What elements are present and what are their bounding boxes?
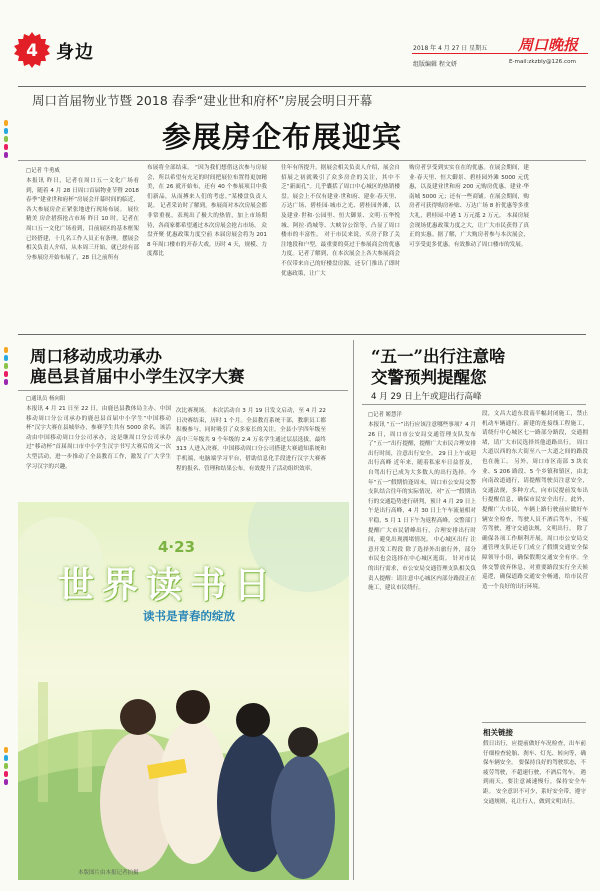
section-title: 身边 [56,42,94,63]
article1-column-2: 布展将全部结束。 “因为我们想借这次参与房展会，所以希望有充足的时间把展位布置得更加精美，在 26 就开始布，还有 40 个参展项目中我们新品，从而搏来人们的考虑。”某楼盘负责人说。 记者采访时了解到，参展商对本次房展会都非常重视，表现出了极大的热情，加上市场期待，各商家都希望通过本次房展会抢占市场。 众盘齐聚 优惠政策力度空前 本届房展会将为 2018 年周口楼市的开春大戏，历时 4 天，规模、力度都比 [147,165,267,258]
center-column-divider [353,340,354,880]
article2-byline: □通讯员 杨向阳 [26,396,66,402]
page-number-icon [12,30,52,70]
article1-column-4: 购房者享受到实实在在的优惠。在展会期间，建业·春天里、恒大御景、碧桂园外滩 5000 元优惠，以及建业世和府 200 元购房优惠、建业·华南城 5000 元；还有一些商铺。在展会期间，购房者可获得购房补贴、万达广场 8 折优惠等多重大礼，碧桂园·中港 1 万元抵 2 万元。 本届房展会现场优惠政策力度之大，让广大市民获得了真正的实惠。据了解，广大购房者参与本次展会，可享受更多优惠，有效推动了周口楼市的发展。 [409,165,529,248]
article1-bottom-rule [18,334,586,335]
article3-headline-line2: 交警预判提醒您 [371,368,487,387]
article1-top-rule [18,86,586,87]
article2-headline-line2: 鹿邑县首届中小学生汉字大赛 [30,367,245,386]
article3-column-2: 段，文昌大道东段南半幅封闭施工，禁止机动车辆通行。新建的连接线工程施工，请绕行中心城区七一路部分路段，交通拥堵，请广大市民选择其他道路出行。 周口大道以西的东大街至八一大道之间的路段也在施工。 另外，周口市区南部 3 块农业、S 206 路段、5 个乡镇和镇区，由北向南改道通行，请提醒驾驶员注意安全，交通法规，多种方式，向市民提前发布出行提醒信息，确保市民安全出行。此外，提醒广大市民，车辆上路行驶前应做好车辆安全检查，驾驶人员不酒后驾车，不疲劳驾驶，遵守交通法规，文明出行。 除了确保各项工作顺利开展，周口市公安局交通管理支队还专门成立了假期交通安全保障领导小组，确保假期交通安全有序。全体交警放弃休息，对重要路段实行全天候巡逻，确保道路交通安全畅通，给市民营造一个良好的出行环境。 [482,411,588,590]
poster-date: 4·23 [158,538,196,556]
article1-kicker: 周口首届物业节暨 2018 春季“建业世和府杯”房展会明日开幕 [32,93,373,108]
article1-headline: 参展房企布展迎宾 [162,120,403,154]
world-book-day-poster [18,502,349,880]
article3-column-1: 本报讯 “五一”出行应该注意哪些事项？4 月 26 日，周口市公安局交通管理支队发布了“五一”出行提醒，提醒广大市民合理安排出行时间，注意出行安全。 29 日上午或迎出行高峰 近年来，随着私家车日益普及，自驾出行已成为大多数人的出行选择。今年“五一”假期恰逢周末，周口市公安局交警支队结合往年的实际情况，对“五一”假期出行的交通趋势进行研判，预计 4 月 29 日上午是出行高峰，4 月 30 日上午车流量相对平稳，5 月 1 日下午为返程高峰。交警部门提醒广大市民错峰出行，合理安排出行时间，避免出现拥堵情况。 中心城区出行 注意开发工程段 除了选择外出旅行外，部分市民也会选择在中心城区逛街。 针对市民的出行需求，市公安局交通管理支队相关负责人提醒：请注意中心城区内部分路段正在施工，建议市民绕行。 [368,422,476,592]
article3-rule [362,404,586,405]
article2-headline-line1: 周口移动成功承办 [30,347,162,366]
article2-column-1: 本报讯 4 月 21 日至 22 日，由鹿邑县教体局主办、中国移动周口分公司承办的鹿邑县首届中小学生“中国移动杯”汉字大赛在县城举办，参赛学生共有 5000 余名。该活动由中国移动周口分公司承办，这是继周口分公司承办过“移动杯”首届周口市中小学生汉字书写大赛后的又一次大型活动，进一步推动了全县教育工作，激发了广大学生学习汉字的兴趣。 [26,406,171,470]
poster-caption: 本版图片由本报记者拍摄 [78,870,139,876]
article1-column-3: 往年有所提升。据展会相关负责人介绍，展会自招展之初就吸引了众多房企的关注，其中不乏“新面孔”。几乎囊括了周口中心城区的热销楼盘。展会上不仅有建业·世和府、建业·春天里、万达广场、碧桂园·城市之光、碧桂园外滩，以及建业·世和·公园里、恒大御景、文明·五华悦城、阿拉·尚城等、大峡谷公馆等，凸显了周口楼市的丰富性。 对于市民来说，买房子除了关注地段和户型，最重要的莫过于参展商会的优惠力度。记者了解到，在本次展会上各大参展商会不仅带来自己的好楼盘房源，还专门推出了即时优惠政策，让广大 [281,165,400,277]
contact-email: E-mail:zkzbly@126.com [509,59,576,65]
article1-column-1: 本报讯 昨日，记者在周口五一文化广场看到，随着 4 月 28 日周口首届物业节暨 2018 春季“建业世和府杯”房展会开幕时间的临近，各大参展房企正紧张地进行现场布展。 展位精美 房企措捞抢占市场 昨日 10 时，记者在周口五一文化广场看到，目前展区的基本框架已经搭建，十几名工作人员正有条理。摆展会相关负责人介绍，从本周三开始，就已经有部分参展房开始布展了，28 日之前所有 [26,178,139,261]
page-number-badge [12,30,52,70]
article1-byline: □记者 牛勇威 [26,168,60,174]
page-number: 4 [26,41,38,61]
poster-slogan: 读书是青春的绽放 [143,609,235,623]
poster-title: 世界读书日 [58,564,279,606]
article3-subtitle: 4 月 29 日上午或迎出行高峰 [371,392,482,402]
article2-rule [18,390,348,391]
header-divider [412,53,588,54]
article3-byline: □记者 姬慧洋 [368,412,402,418]
tips-text: 假日出行，应提前做好车况检查，出车前仔细检查轮胎、刹车、灯光、转向等，确保车辆安全。 要保持良好的驾驶状态，不疲劳驾驶，不超速行驶，不酒后驾车。 遇到雨天，要注意减速慢行，保持安全车距。 安全意识不可少，系好安全带，遵守交通规则，礼让行人，做到文明出行。 [483,741,586,805]
issue-date: 2018 年 4 月 27 日 星期五 [413,45,488,52]
tips-rule [482,722,586,723]
article3-headline-line1: “五一”出行注意啥 [371,347,506,366]
article2-column-2: 次比赛现场。 本次活动自 3 月 19 日发文启动，至 4 月 22 日决赛结束，历时 1 个月。全县教育系统干部，教职员工都积极参与，同时吸引了众多家长的关注。全县小学四年级至高中三年级共 9 个年级的 2.4 万名学生通过层层选拔，最终 313 人进入决赛。中国移动周口分公司搭建大赛通知系统和手机端，电脑端学习平台，借助信息化手段进行汉字大赛赛程的报名、管理和结果公布，有效提升了活动组织效率。 [176,408,326,472]
article1-rule [18,160,586,161]
paper-logo: 周口晚报 [518,36,579,54]
tips-title: 相关链接 [483,728,513,737]
editor-credit: 组版编辑 程文妍 [413,61,457,68]
